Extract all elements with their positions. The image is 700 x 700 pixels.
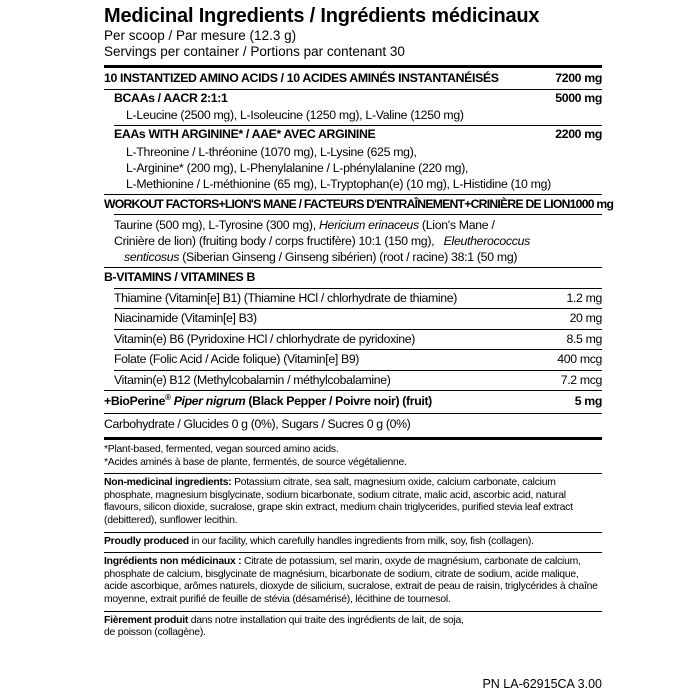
allergen-fr-line-2: de poisson (collagène). (104, 627, 206, 639)
vitamin-row (104, 330, 602, 348)
eaa-list (104, 143, 602, 194)
b-vitamins-label: B-VITAMINS / VITAMINES B (104, 270, 256, 284)
amino-footnotes (104, 440, 602, 471)
non-medicinal-fr-list: Citrate de potassium, sel marin, oxyde de magnésium, carbonate de calcium, phosphate de calcium, bisglycinate de magnésium, bicarbonate de sodium, citrate de sodium, acide malique, acide ascorbique, arômes naturels, dioxyde de silicium, sucralose, extrait de peau de raisin, triglycérides à chaîne moyenne, extrait purifié de feuille de stévia (désamérisé), lécithine de tournesol. (104, 556, 598, 605)
eaa-row (104, 126, 602, 143)
per-scoop-text: Per scoop / Par mesure (12.3 g) (104, 28, 297, 43)
workout-line-1 (114, 217, 602, 233)
vitamin-row (104, 289, 602, 307)
workout-text: Taurine (500 mg), L-Tyrosine (300 mg), (114, 218, 319, 232)
allergen-en-body: in our facility, which carefully handles ingredients from milk, soy, fish (collagen). (188, 535, 534, 547)
workout-factors-label: WORKOUT FACTORS+LION'S MANE / FACTEURS D'ENTRAÎNEMENT+CRINIÈRE DE LION (104, 196, 570, 211)
vitamin-name: Thiamine (Vitamin[e] B1) (Thiamine HCl / chlorhydrate de thiamine) (114, 290, 457, 305)
vitamin-row (104, 350, 602, 368)
supplement-facts-panel (104, 4, 614, 696)
workout-line-3 (114, 249, 602, 265)
bioperine-latin-name: Piper nigrum (170, 394, 246, 408)
eaa-amount: 2200 mg (555, 127, 602, 141)
part-number: PN LA-62915CA 3.00 (482, 677, 602, 691)
b-vitamins-row (104, 268, 602, 286)
allergen-fr-label: Fièrement produit (104, 614, 189, 626)
registered-mark: ® (165, 393, 171, 402)
non-medicinal-en-list: Potassium citrate, sea salt, magnesium oxide, calcium carbonate, calcium phosphate, magnesium bisglycinate, sodium bicarbonate, sodium citrate, malic acid, ascorbic acid, natural flavours, silicon dioxide, sucralose, grape skin extract, medium chain triglycerides, purified stevia leaf extract (debittered), sunflower lecithin. (104, 477, 573, 526)
amino-acids-label: 10 INSTANTIZED AMINO ACIDS / 10 ACIDES AMINÉS INSTANTANÉISÉS (104, 71, 499, 85)
workout-latin-name: Hericium erinaceus (318, 218, 419, 232)
footnote-fr: *Acides aminés à base de plante, fermentés, de source végétalienne. (104, 456, 407, 468)
workout-factors-list (104, 215, 602, 267)
workout-factors-row (104, 195, 614, 213)
vitamin-amount: 20 mg (569, 311, 602, 325)
allergen-fr-body: dans notre installation qui traite des ingrédients de lait, de soja, (188, 614, 464, 626)
bcaa-row (104, 90, 602, 107)
bioperine-label (104, 394, 432, 410)
bioperine-amount: 5 mg (574, 394, 602, 408)
allergen-en (104, 533, 602, 551)
allergen-fr-line-1 (104, 615, 602, 628)
bioperine-row (104, 391, 602, 410)
eaa-line: L-Arginine* (200 mg), L-Phenylalanine / L-phénylalanine (220 mg), (126, 160, 469, 175)
vitamin-amount: 1.2 mg (566, 290, 602, 305)
non-medicinal-fr (104, 553, 602, 608)
non-medicinal-en-text (104, 477, 602, 527)
non-medicinal-fr-label: Ingrédients non médicinaux : (104, 556, 242, 568)
carbohydrate-row (104, 414, 602, 436)
bioperine-brand: +BioPerine (104, 394, 166, 408)
workout-text: (Siberian Ginseng / Ginseng sibérien) (root / racine) 38:1 (50 mg) (179, 250, 518, 264)
vitamin-name: Vitamin(e) B6 (Pyridoxine HCl / chlorhydrate de pyridoxine) (114, 331, 416, 346)
non-medicinal-fr-text (104, 556, 602, 606)
footnote-en: *Plant-based, fermented, vegan sourced amino acids. (104, 444, 339, 455)
allergen-en-text (104, 536, 602, 549)
workout-text: Crinière de lion) (fruiting body / corps fructifère) 10:1 (150 mg), (114, 234, 444, 248)
servings-text: Servings per container / Portions par contenant 30 (104, 44, 405, 59)
allergen-fr (104, 612, 602, 642)
amino-acids-amount: 7200 mg (555, 71, 602, 85)
vitamin-name: Niacinamide (Vitamin[e] B3) (114, 311, 257, 325)
non-medicinal-en (104, 474, 602, 529)
eaa-line: L-Methionine / L-méthionine (65 mg), L-Tryptophan(e) (10 mg), L-Histidine (10 mg) (126, 176, 551, 191)
bcaa-amount: 5000 mg (555, 90, 602, 105)
vitamin-amount: 400 mcg (557, 352, 602, 366)
vitamin-row (104, 371, 602, 389)
vitamin-amount: 7.2 mcg (560, 372, 602, 387)
amino-acids-row (104, 68, 602, 87)
bcaa-list: L-Leucine (2500 mg), L-Isoleucine (1250 mg), L-Valine (1250 mg) (126, 108, 464, 122)
carbohydrate-text: Carbohydrate / Glucides 0 g (0%), Sugars / Sucres 0 g (0%) (104, 416, 411, 431)
vitamin-name: Folate (Folic Acid / Acide folique) (Vitamin[e] B9) (114, 352, 360, 366)
workout-latin-name: senticosus (124, 250, 180, 264)
bcaa-label: BCAAs / AACR 2:1:1 (114, 90, 228, 105)
workout-text: (Lion's Mane / (418, 218, 495, 232)
eaa-line: L-Threonine / L-thréonine (1070 mg), L-Lysine (625 mg), (126, 144, 417, 159)
non-medicinal-en-label: Non-medicinal ingredients: (104, 477, 232, 489)
allergen-en-label: Proudly produced (104, 535, 189, 547)
panel-title: Medicinal Ingredients / Ingrédients médicinaux (104, 5, 540, 27)
bioperine-text: (Black Pepper / Poivre noir) (fruit) (245, 394, 432, 408)
vitamin-amount: 8.5 mg (566, 331, 602, 346)
workout-line-2 (114, 233, 602, 249)
eaa-label: EAAs WITH ARGININE* / AAE* AVEC ARGININE (114, 127, 376, 141)
vitamin-name: Vitamin(e) B12 (Methylcobalamin / méthylcobalamine) (114, 372, 391, 387)
workout-factors-amount: 1000 mg (569, 196, 614, 211)
vitamin-row (104, 309, 602, 327)
workout-latin-name: Eleutherococcus (443, 234, 531, 248)
